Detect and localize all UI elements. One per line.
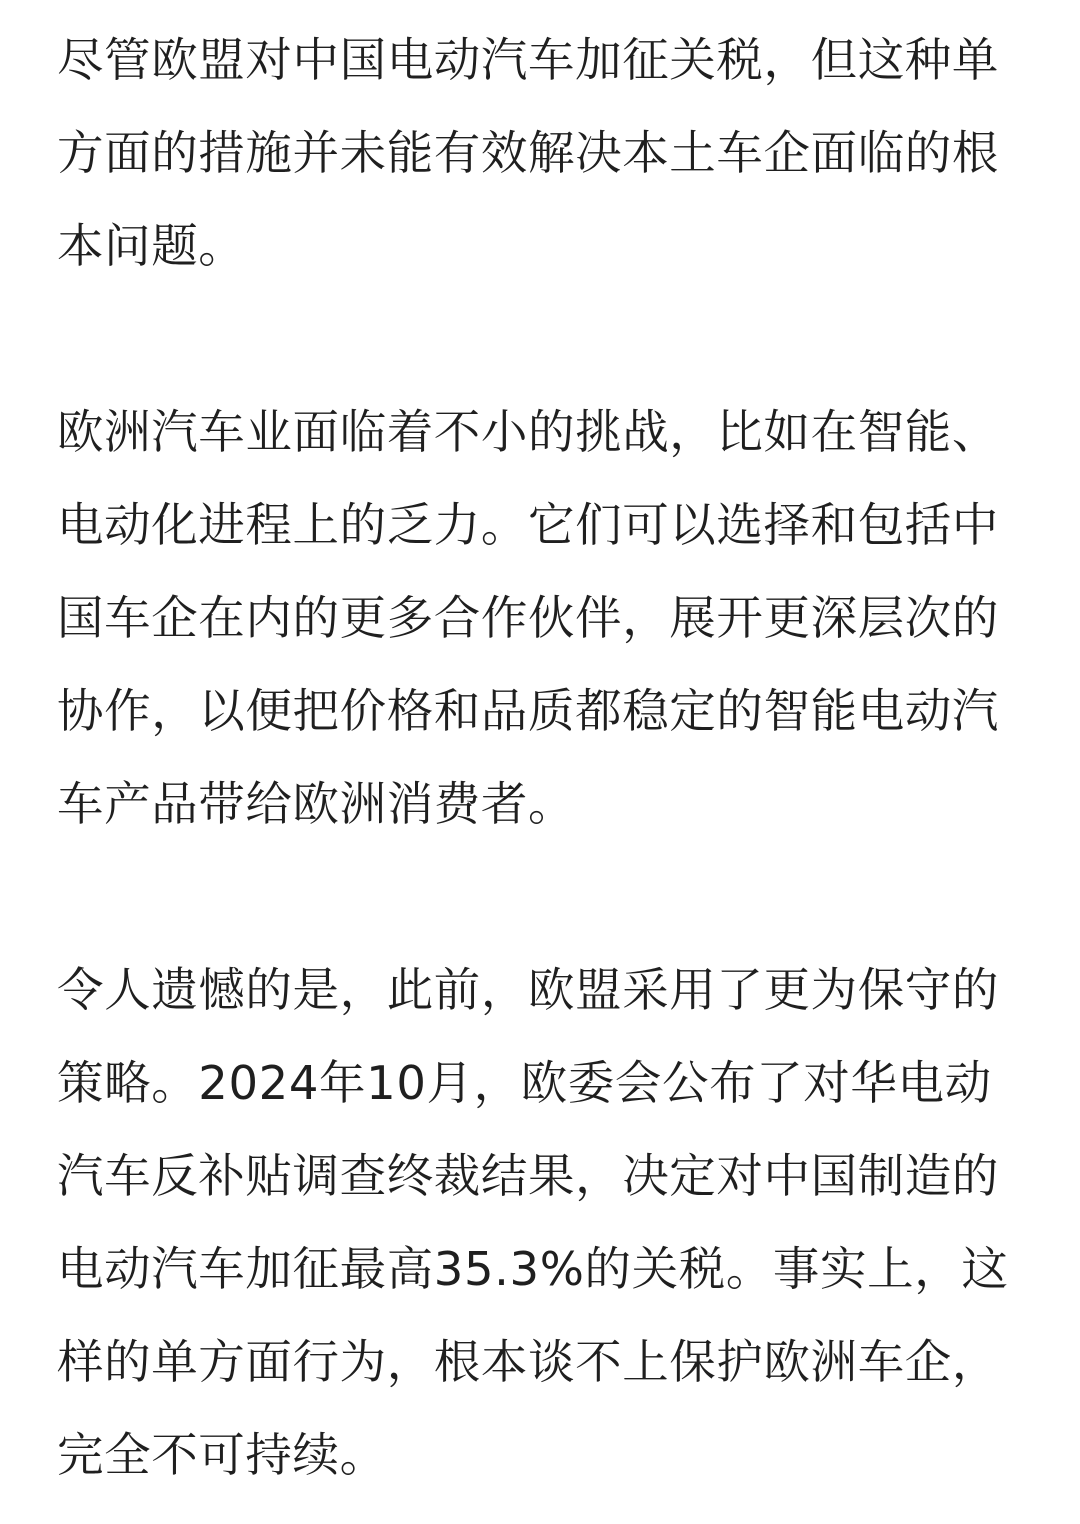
text-line: 样的单方面行为，根本谈不上保护欧洲车企， [57,1335,999,1389]
text-line: 电动汽车加征最高35.3%的关税。事实上，这 [57,1242,1009,1296]
text-line: 尽管欧盟对中国电动汽车加征关税，但这种单 [57,33,999,87]
text-line: 欧洲汽车业面临着不小的挑战，比如在智能、 [57,405,999,459]
article-body [57,14,1037,1502]
paragraph-1 [57,14,1037,293]
paragraph-2 [57,386,1037,851]
text-line: 完全不可持续。 [57,1428,387,1482]
text-line: 国车企在内的更多合作伙伴，展开更深层次的 [57,591,999,645]
text-line: 汽车反补贴调查终裁结果，决定对中国制造的 [57,1149,999,1203]
text-line: 策略。2024年10月，欧委会公布了对华电动 [57,1056,992,1110]
text-line: 车产品带给欧洲消费者。 [57,777,576,831]
text-line: 令人遗憾的是，此前，欧盟采用了更为保守的 [57,963,999,1017]
text-line: 电动化进程上的乏力。它们可以选择和包括中 [57,498,999,552]
text-line: 协作，以便把价格和品质都稳定的智能电动汽 [57,684,999,738]
paragraph-3 [57,944,1037,1502]
text-line: 方面的措施并未能有效解决本土车企面临的根 [57,126,999,180]
text-line: 本问题。 [57,219,246,273]
